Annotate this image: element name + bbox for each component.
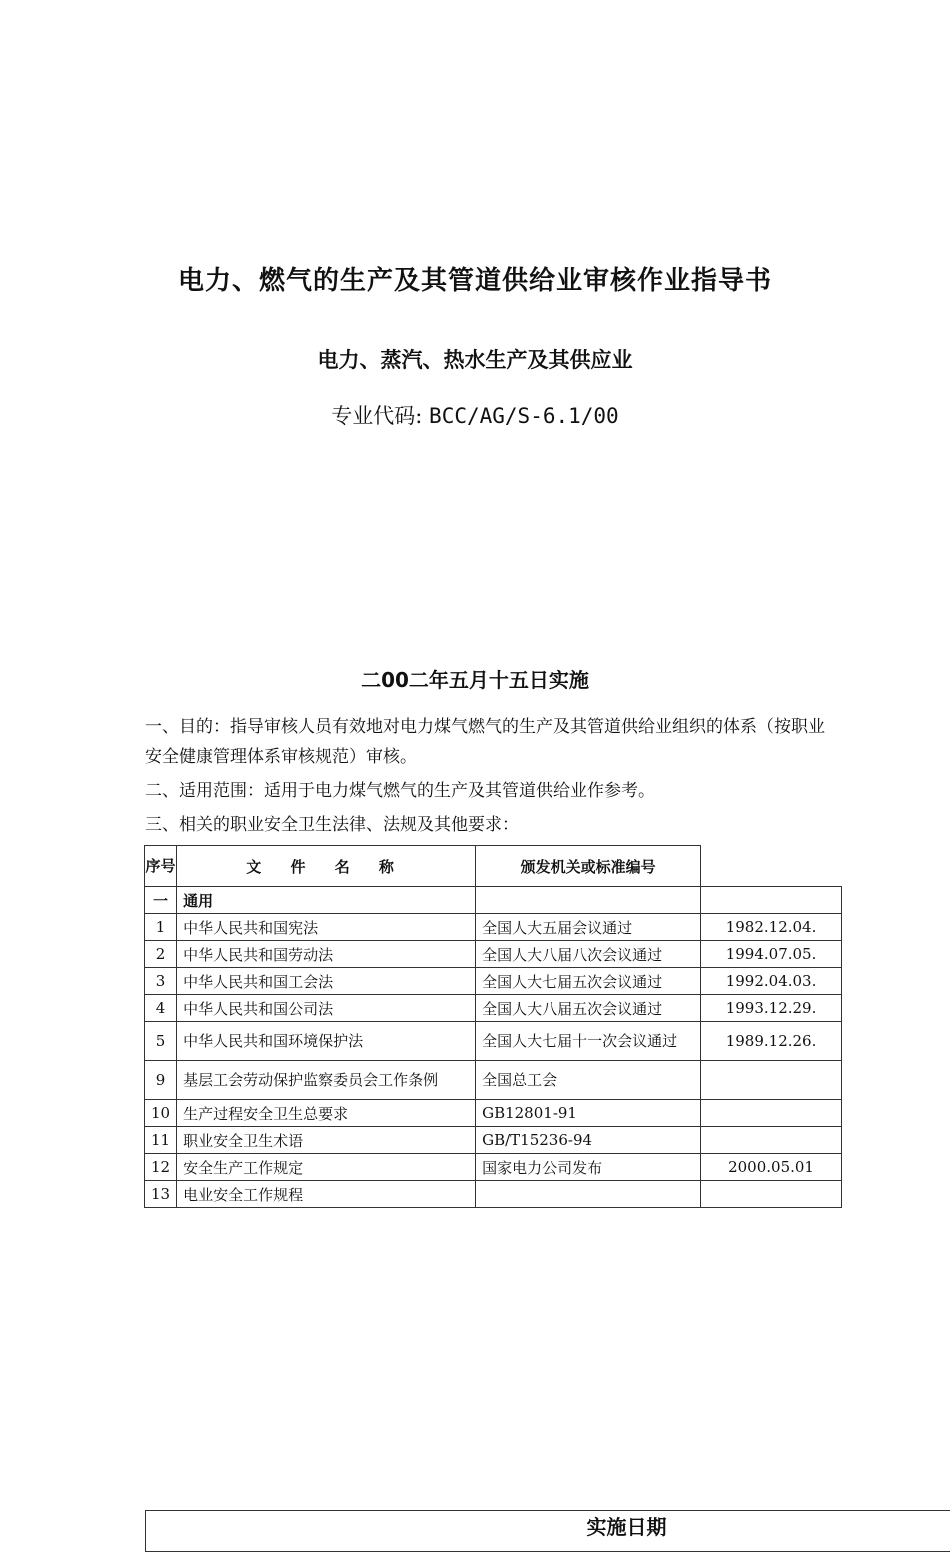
regulations-table <box>144 845 842 1208</box>
table-row <box>145 968 842 995</box>
row-org: 全国人大五届会议通过 <box>476 914 701 941</box>
section-seq: 一 <box>145 887 177 914</box>
row-seq: 2 <box>145 941 177 968</box>
row-org: 全国总工会 <box>476 1061 701 1100</box>
row-date <box>701 1100 842 1127</box>
row-date <box>701 1181 842 1208</box>
section-date <box>701 887 842 914</box>
row-date: 1982.12.04. <box>701 914 842 941</box>
header-org: 颁发机关或标准编号 <box>476 846 701 887</box>
row-name: 电业安全工作规程 <box>177 1181 476 1208</box>
code-label: 专业代码: <box>331 404 422 428</box>
row-seq: 9 <box>145 1061 177 1100</box>
header-seq: 序号 <box>145 846 177 887</box>
table-row <box>145 1181 842 1208</box>
row-date: 1992.04.03. <box>701 968 842 995</box>
row-name: 职业安全卫生术语 <box>177 1127 476 1154</box>
table-header-row <box>145 846 842 887</box>
table-row <box>145 914 842 941</box>
header-name: 文 件 名 称 <box>177 846 476 887</box>
row-date: 1989.12.26. <box>701 1022 842 1061</box>
row-org: 全国人大七届五次会议通过 <box>476 968 701 995</box>
row-name: 生产过程安全卫生总要求 <box>177 1100 476 1127</box>
row-org <box>476 1181 701 1208</box>
row-name: 中华人民共和国宪法 <box>177 914 476 941</box>
row-org: 全国人大八届五次会议通过 <box>476 995 701 1022</box>
row-name: 中华人民共和国工会法 <box>177 968 476 995</box>
purpose-paragraph: 一、目的：指导审核人员有效地对电力煤气燃气的生产及其管道供给业组织的体系（按职业安全健康管理体系审核规范）审核。 <box>145 712 835 772</box>
row-org: 国家电力公司发布 <box>476 1154 701 1181</box>
section-name: 通用 <box>177 887 476 914</box>
row-seq: 3 <box>145 968 177 995</box>
row-seq: 13 <box>145 1181 177 1208</box>
requirements-paragraph: 三、相关的职业安全卫生法律、法规及其他要求： <box>145 810 835 840</box>
document-subtitle: 电力、蒸汽、热水生产及其供应业 <box>0 344 950 374</box>
row-name: 中华人民共和国劳动法 <box>177 941 476 968</box>
row-date: 2000.05.01 <box>701 1154 842 1181</box>
row-seq: 5 <box>145 1022 177 1061</box>
row-seq: 12 <box>145 1154 177 1181</box>
row-seq: 11 <box>145 1127 177 1154</box>
table-row <box>145 1061 842 1100</box>
row-name: 安全生产工作规定 <box>177 1154 476 1181</box>
row-name: 中华人民共和国环境保护法 <box>177 1022 476 1061</box>
section-row <box>145 887 842 914</box>
professional-code <box>0 400 950 430</box>
row-org: GB12801-91 <box>476 1100 701 1127</box>
row-name: 中华人民共和国公司法 <box>177 995 476 1022</box>
row-date <box>701 1061 842 1100</box>
table-row <box>145 1100 842 1127</box>
row-date: 1994.07.05. <box>701 941 842 968</box>
table-row <box>145 941 842 968</box>
table-row <box>145 1154 842 1181</box>
table-row <box>145 1022 842 1061</box>
row-name: 基层工会劳动保护监察委员会工作条例 <box>177 1061 476 1100</box>
row-date: 1993.12.29. <box>701 995 842 1022</box>
code-value: BCC/AG/S-6.1/00 <box>429 404 619 428</box>
scope-paragraph: 二、适用范围：适用于电力煤气燃气的生产及其管道供给业作参考。 <box>145 776 835 806</box>
row-org: GB/T15236-94 <box>476 1127 701 1154</box>
row-seq: 1 <box>145 914 177 941</box>
row-seq: 10 <box>145 1100 177 1127</box>
table-row <box>145 995 842 1022</box>
row-org: 全国人大七届十一次会议通过 <box>476 1022 701 1061</box>
row-date <box>701 1127 842 1154</box>
effective-date: 二00二年五月十五日实施 <box>0 664 950 693</box>
table-row <box>145 1127 842 1154</box>
header-date: 实施日期 <box>145 1510 950 1552</box>
row-org: 全国人大八届八次会议通过 <box>476 941 701 968</box>
document-title: 电力、燃气的生产及其管道供给业审核作业指导书 <box>0 260 950 297</box>
row-seq: 4 <box>145 995 177 1022</box>
section-org <box>476 887 701 914</box>
